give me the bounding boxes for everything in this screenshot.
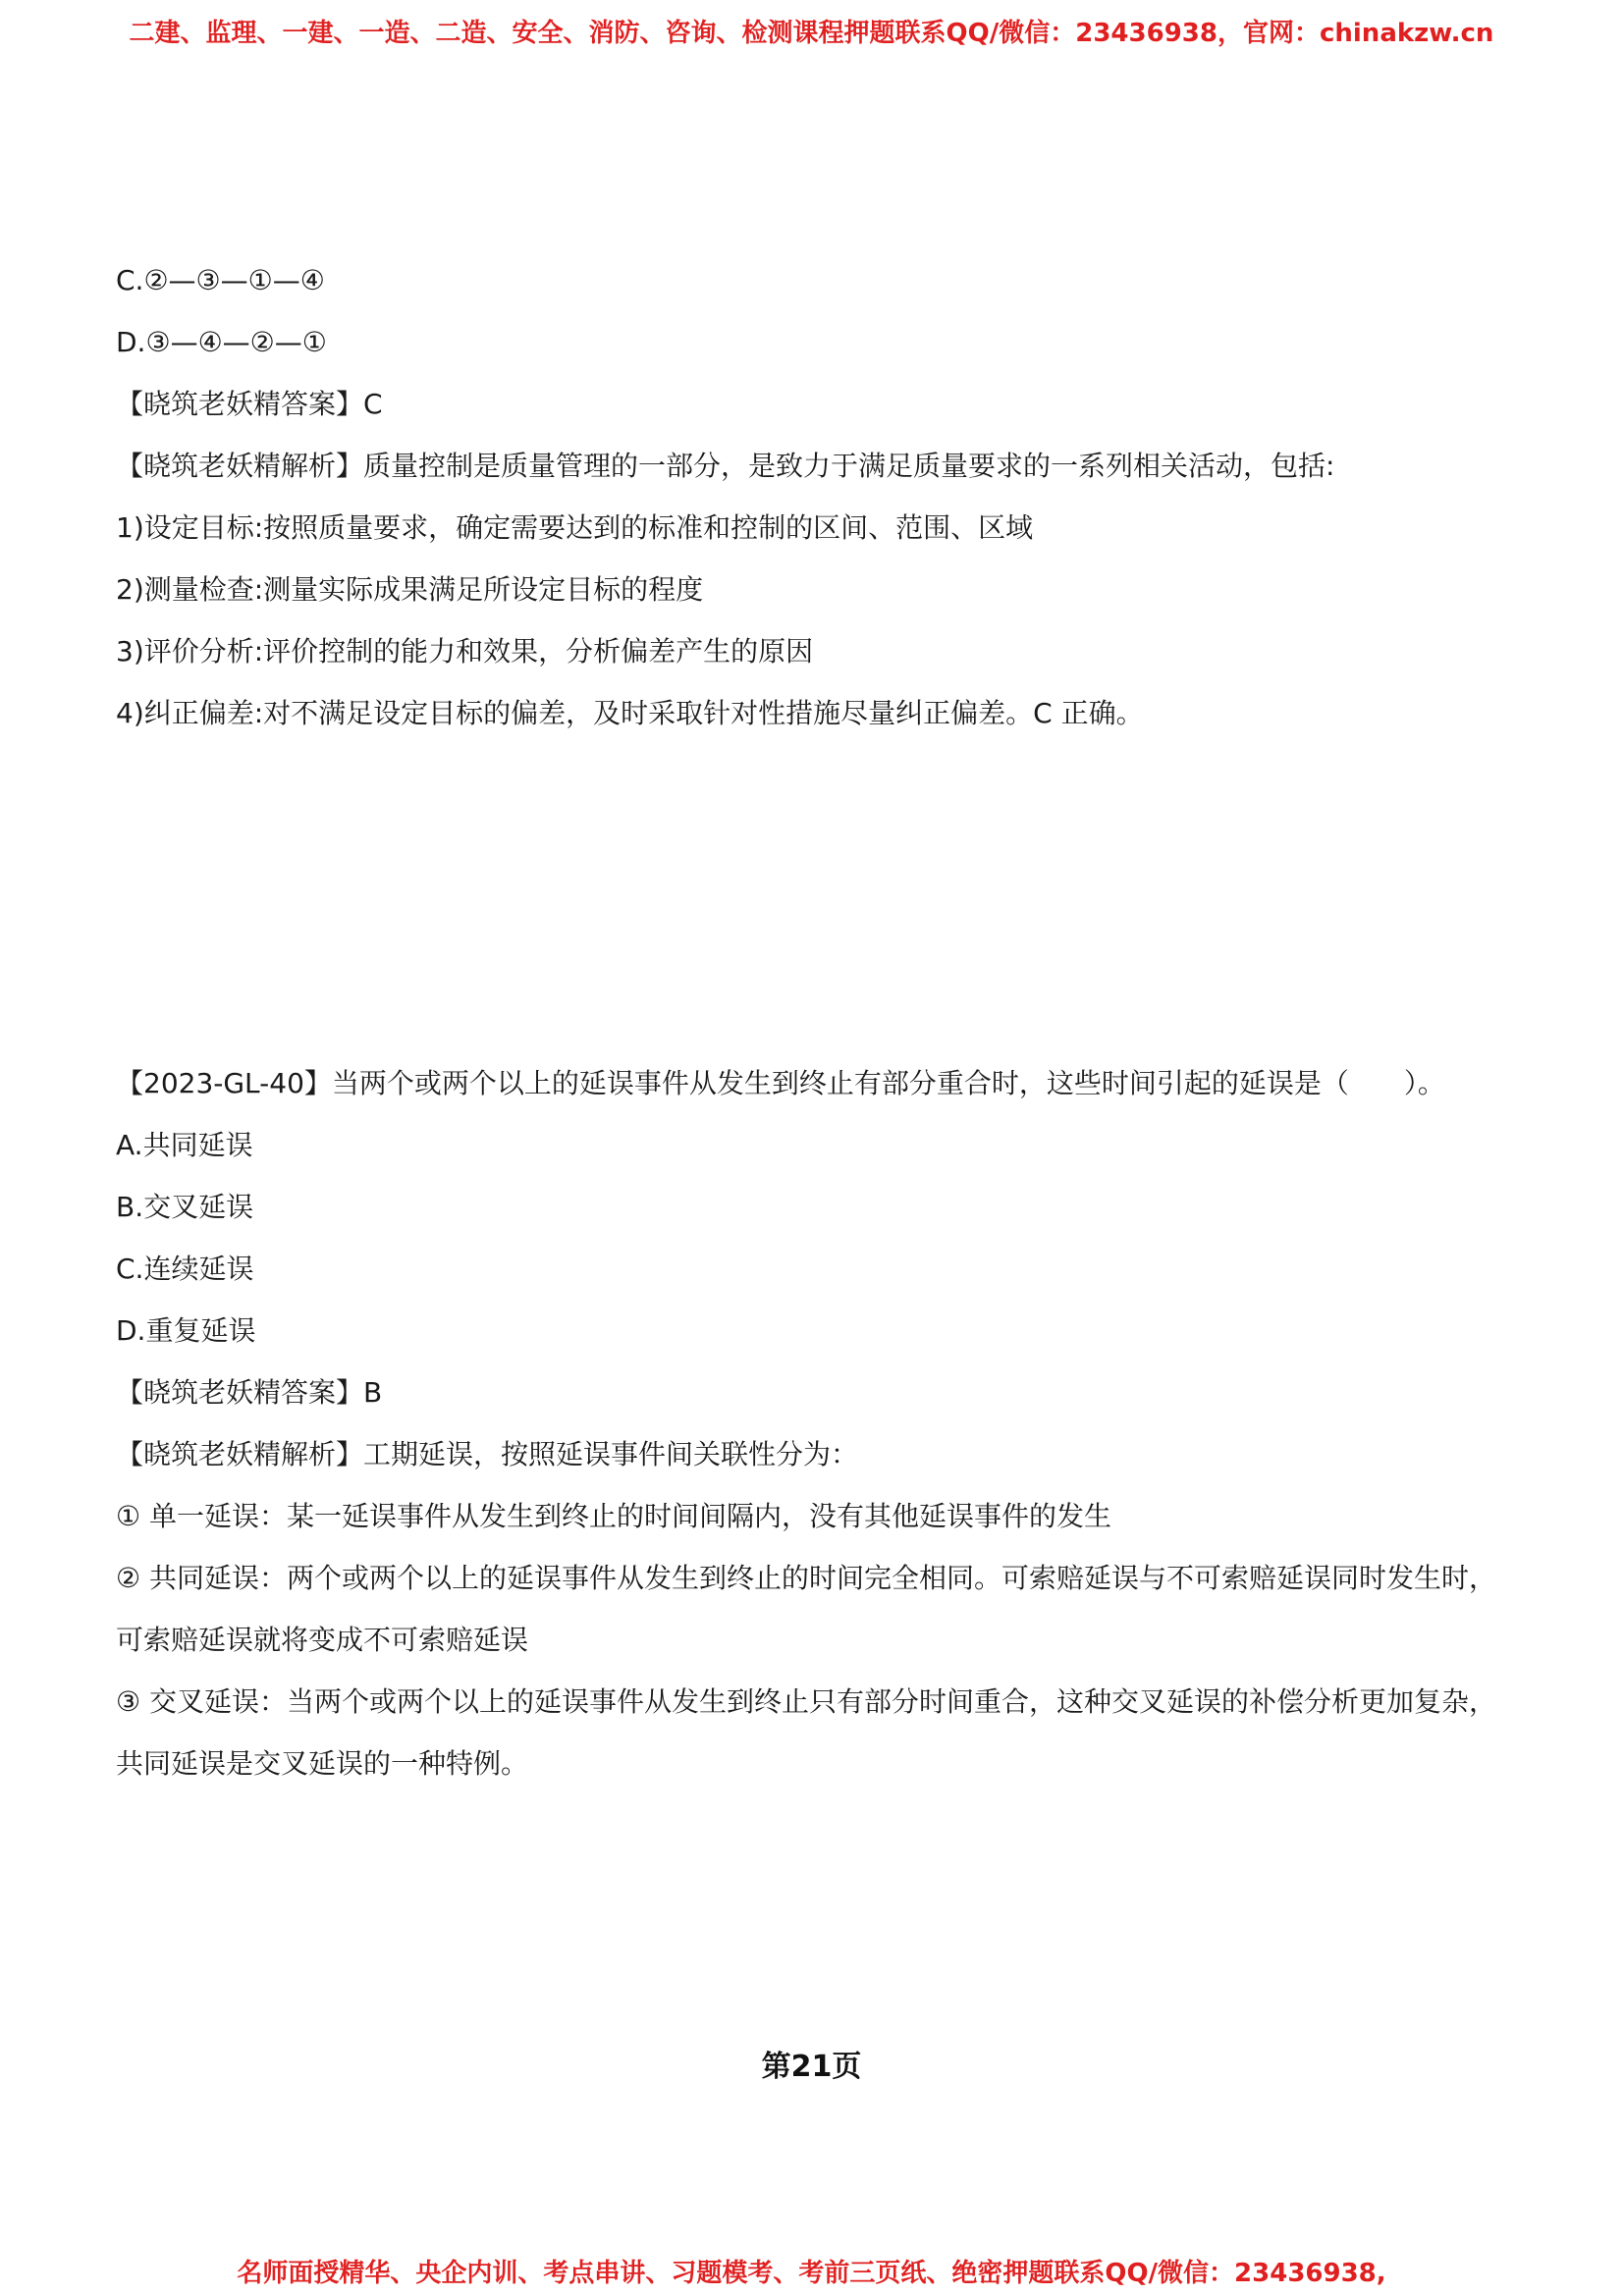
option-a: A.共同延误 [116,1129,253,1161]
option-d: D.③—④—②—① [116,326,327,358]
option-b: B.交叉延误 [116,1191,254,1223]
footer-banner: 名师面授精华、央企内训、考点串讲、习题模考、考前三页纸、绝密押题联系QQ/微信：23436938, [237,2259,1386,2288]
answer-line: 【晓筑老妖精答案】C [116,388,383,420]
header-banner: 二建、监理、一建、一造、二造、安全、消防、咨询、检测课程押题联系QQ/微信：23436938，官网：chinakzw.cn [129,19,1494,48]
analysis-line: 【晓筑老妖精解析】质量控制是质量管理的一部分，是致力于满足质量要求的一系列相关活动，包括: [116,450,1335,482]
analysis-item-1: ① 单一延误：某一延误事件从发生到终止的时间间隔内，没有其他延误事件的发生 [116,1500,1112,1532]
answer-section-previous [116,249,1522,744]
analysis-step-3: 3)评价分析:评价控制的能力和效果，分析偏差产生的原因 [116,635,814,667]
analysis-step-1: 1)设定目标:按照质量要求，确定需要达到的标准和控制的区间、范围、区域 [116,511,1034,544]
option-d: D.重复延误 [116,1314,256,1347]
question-section [116,1052,1522,1794]
analysis-item-2: ② 共同延误：两个或两个以上的延误事件从发生到终止的时间完全相同。可索赔延误与不可索赔延误同时发生时，可索赔延误就将变成不可索赔延误 [116,1562,1497,1656]
analysis-line: 【晓筑老妖精解析】工期延误，按照延误事件间关联性分为： [116,1438,859,1470]
option-c: C.②—③—①—④ [116,264,325,296]
analysis-step-4: 4)纠正偏差:对不满足设定目标的偏差，及时采取针对性措施尽量纠正偏差。C 正确。 [116,697,1144,729]
analysis-step-2: 2)测量检查:测量实际成果满足所设定目标的程度 [116,573,704,606]
answer-line: 【晓筑老妖精答案】B [116,1376,383,1409]
question-text: 【2023-GL-40】当两个或两个以上的延误事件从发生到终止有部分重合时，这些时间引起的延误是（ ）。 [116,1067,1445,1099]
page-number: 第21页 [761,2050,862,2084]
analysis-item-3: ③ 交叉延误：当两个或两个以上的延误事件从发生到终止只有部分时间重合，这种交叉延误的补偿分析更加复杂，共同延误是交叉延误的一种特例。 [116,1685,1497,1780]
option-c: C.连续延误 [116,1253,254,1285]
